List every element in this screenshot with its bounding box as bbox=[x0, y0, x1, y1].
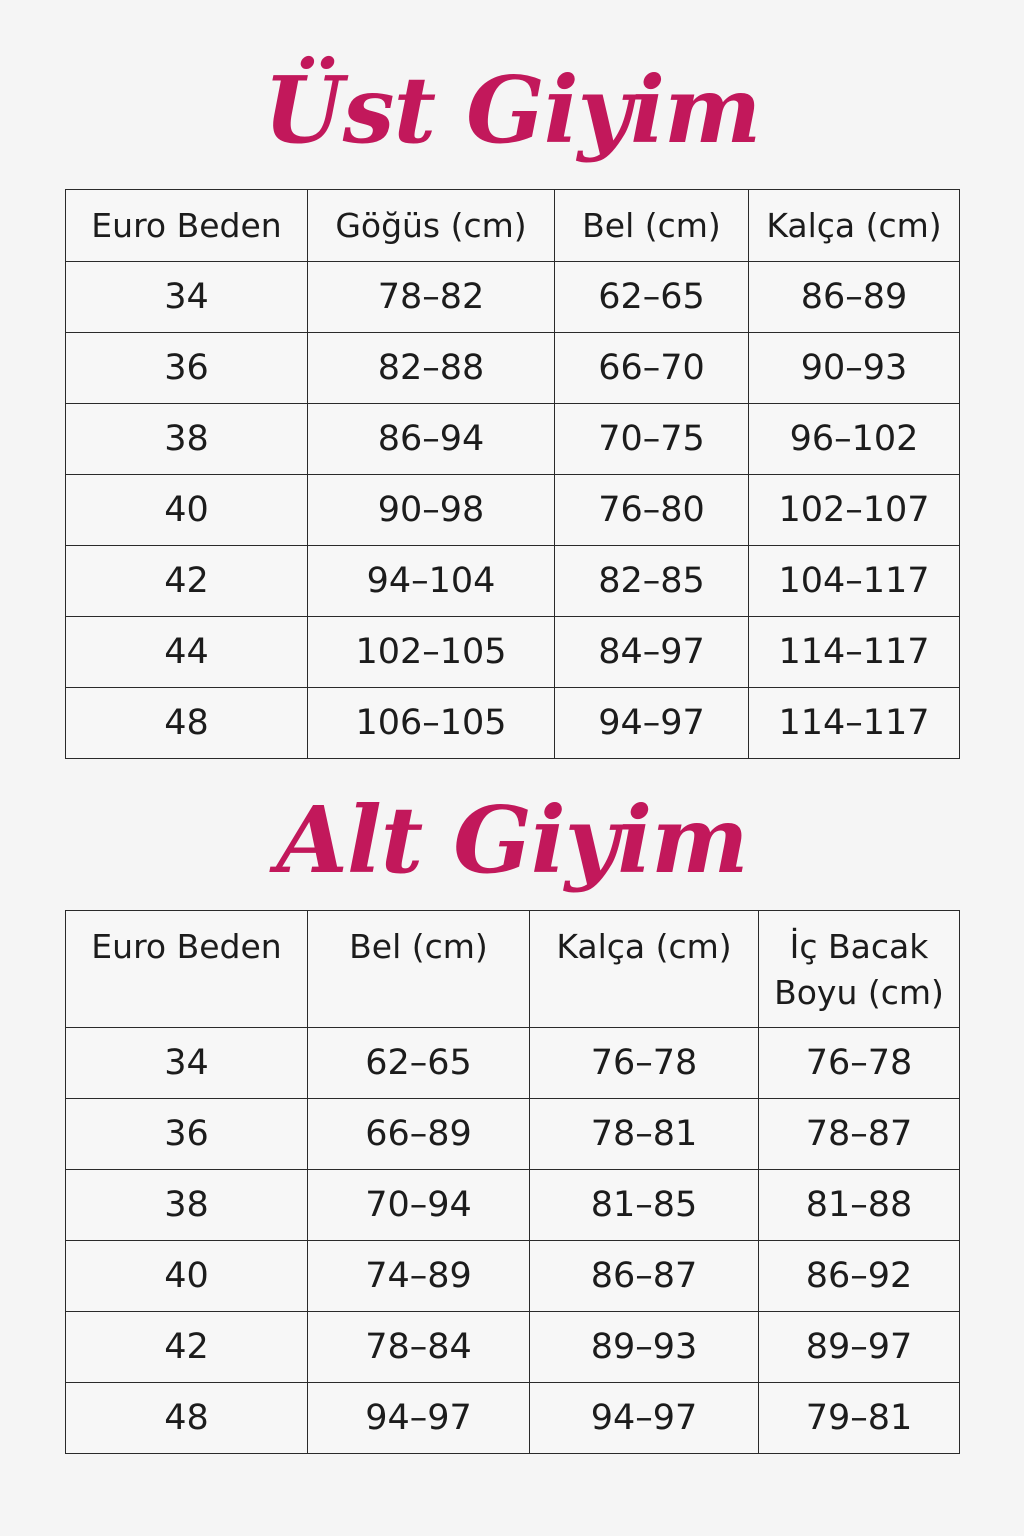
header-hip: Kalça (cm) bbox=[749, 190, 960, 262]
cell-hip: 114–117 bbox=[749, 617, 960, 688]
cell-waist: 70–75 bbox=[555, 404, 749, 475]
cell-size: 40 bbox=[66, 1241, 308, 1312]
table-row bbox=[66, 1099, 960, 1170]
cell-waist: 84–97 bbox=[555, 617, 749, 688]
cell-chest: 102–105 bbox=[308, 617, 555, 688]
cell-waist: 82–85 bbox=[555, 546, 749, 617]
cell-size: 48 bbox=[66, 688, 308, 759]
cell-size: 40 bbox=[66, 475, 308, 546]
cell-hip: 114–117 bbox=[749, 688, 960, 759]
cell-hip: 86–89 bbox=[749, 262, 960, 333]
cell-inseam: 81–88 bbox=[759, 1170, 960, 1241]
table-row bbox=[66, 404, 960, 475]
cell-chest: 94–104 bbox=[308, 546, 555, 617]
cell-chest: 106–105 bbox=[308, 688, 555, 759]
cell-chest: 86–94 bbox=[308, 404, 555, 475]
cell-hip: 96–102 bbox=[749, 404, 960, 475]
cell-chest: 90–98 bbox=[308, 475, 555, 546]
cell-chest: 78–82 bbox=[308, 262, 555, 333]
cell-size: 34 bbox=[66, 262, 308, 333]
cell-inseam: 78–87 bbox=[759, 1099, 960, 1170]
table-row bbox=[66, 475, 960, 546]
lower-garment-title: Alt Giyim bbox=[276, 786, 748, 894]
cell-waist: 66–89 bbox=[308, 1099, 530, 1170]
cell-size: 38 bbox=[66, 1170, 308, 1241]
header-euro-size: Euro Beden bbox=[66, 190, 308, 262]
table-row bbox=[66, 333, 960, 404]
cell-inseam: 76–78 bbox=[759, 1028, 960, 1099]
cell-hip: 102–107 bbox=[749, 475, 960, 546]
table-row bbox=[66, 1028, 960, 1099]
cell-hip: 94–97 bbox=[530, 1383, 759, 1454]
cell-waist: 76–80 bbox=[555, 475, 749, 546]
cell-hip: 89–93 bbox=[530, 1312, 759, 1383]
cell-inseam: 86–92 bbox=[759, 1241, 960, 1312]
table-header-row bbox=[66, 190, 960, 262]
cell-size: 42 bbox=[66, 1312, 308, 1383]
cell-size: 38 bbox=[66, 404, 308, 475]
upper-size-table bbox=[65, 189, 960, 759]
cell-size: 36 bbox=[66, 333, 308, 404]
header-euro-size: Euro Beden bbox=[66, 911, 308, 1028]
table-row bbox=[66, 546, 960, 617]
cell-hip: 78–81 bbox=[530, 1099, 759, 1170]
cell-waist: 62–65 bbox=[555, 262, 749, 333]
cell-inseam: 89–97 bbox=[759, 1312, 960, 1383]
cell-waist: 94–97 bbox=[308, 1383, 530, 1454]
header-waist: Bel (cm) bbox=[555, 190, 749, 262]
cell-waist: 78–84 bbox=[308, 1312, 530, 1383]
cell-inseam: 79–81 bbox=[759, 1383, 960, 1454]
cell-size: 44 bbox=[66, 617, 308, 688]
cell-size: 42 bbox=[66, 546, 308, 617]
cell-chest: 82–88 bbox=[308, 333, 555, 404]
header-hip: Kalça (cm) bbox=[530, 911, 759, 1028]
header-inseam: İç Bacak Boyu (cm) bbox=[759, 911, 960, 1028]
cell-hip: 104–117 bbox=[749, 546, 960, 617]
table-row bbox=[66, 262, 960, 333]
cell-waist: 94–97 bbox=[555, 688, 749, 759]
cell-hip: 86–87 bbox=[530, 1241, 759, 1312]
cell-waist: 62–65 bbox=[308, 1028, 530, 1099]
cell-waist: 70–94 bbox=[308, 1170, 530, 1241]
header-chest: Göğüs (cm) bbox=[308, 190, 555, 262]
cell-waist: 74–89 bbox=[308, 1241, 530, 1312]
cell-waist: 66–70 bbox=[555, 333, 749, 404]
table-row bbox=[66, 1383, 960, 1454]
table-row bbox=[66, 617, 960, 688]
cell-size: 48 bbox=[66, 1383, 308, 1454]
table-header-row bbox=[66, 911, 960, 1028]
table-row bbox=[66, 688, 960, 759]
table-row bbox=[66, 1170, 960, 1241]
header-waist: Bel (cm) bbox=[308, 911, 530, 1028]
cell-hip: 76–78 bbox=[530, 1028, 759, 1099]
table-row bbox=[66, 1312, 960, 1383]
cell-size: 36 bbox=[66, 1099, 308, 1170]
cell-size: 34 bbox=[66, 1028, 308, 1099]
upper-garment-title: Üst Giyim bbox=[263, 56, 761, 164]
table-row bbox=[66, 1241, 960, 1312]
lower-size-table bbox=[65, 910, 960, 1454]
cell-hip: 90–93 bbox=[749, 333, 960, 404]
cell-hip: 81–85 bbox=[530, 1170, 759, 1241]
